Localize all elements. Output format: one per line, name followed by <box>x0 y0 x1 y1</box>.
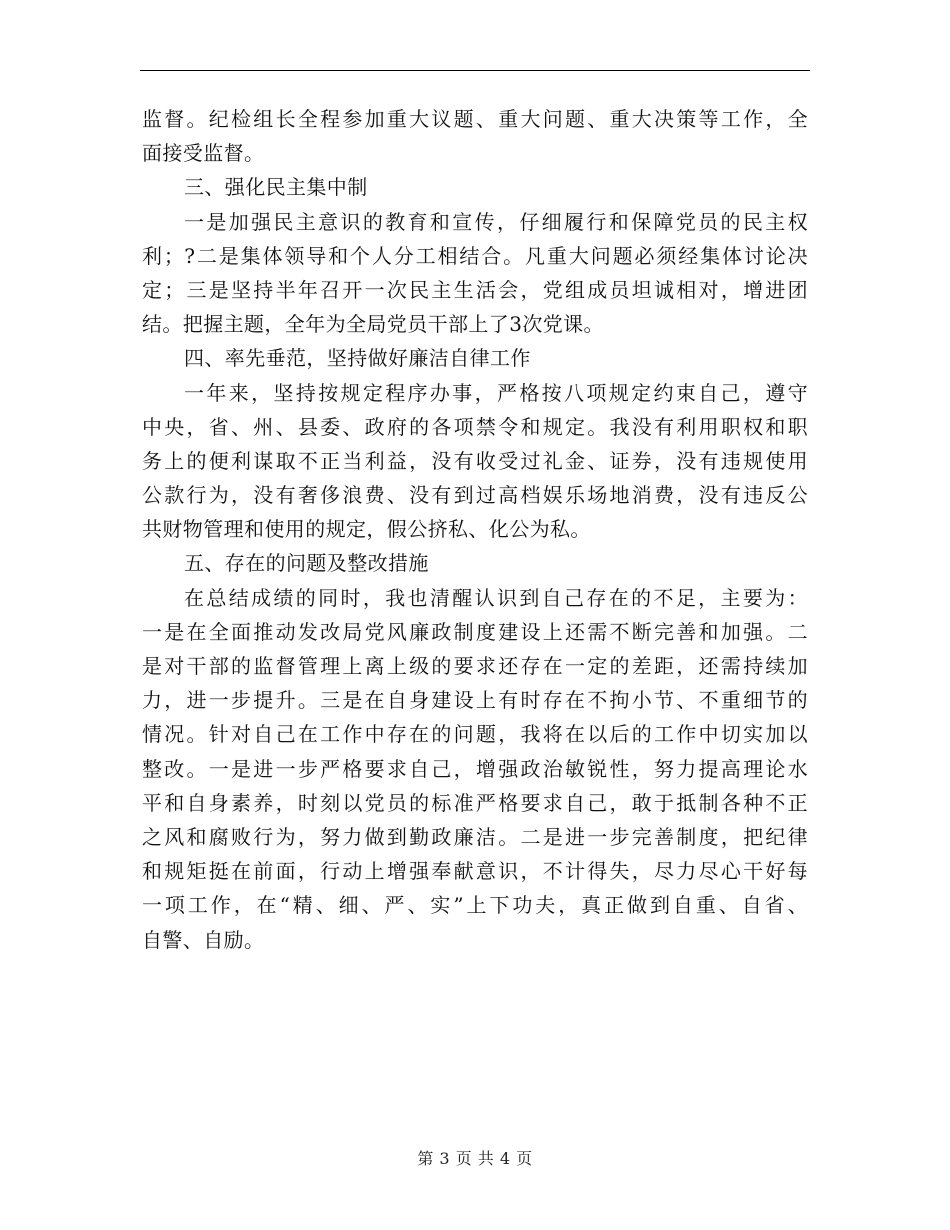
body-line: 之风和腐败行为，努力做到勤政廉洁。二是进一步完善制度，把纪律 <box>142 824 808 849</box>
body-line: 监督。纪检组长全程参加重大议题、重大问题、重大决策等工作，全 <box>142 107 808 131</box>
body-line: 务上的便利谋取不正当利益，没有收受过礼金、证券，没有违规使用 <box>142 448 808 473</box>
body-line: 在总结成绩的同时，我也清醒认识到自己存在的不足，主要为： <box>184 585 808 610</box>
body-line: 公款行为，没有奢侈浪费、没有到过高档娱乐场地消费，没有违反公 <box>142 483 808 508</box>
body-line: 是对干部的监督管理上离上级的要求还存在一定的差距，还需持续加 <box>142 654 808 678</box>
header-rule <box>140 70 810 71</box>
document-body <box>142 102 808 957</box>
body-line: 结。把握主题，全年为全局党员干部上了3次党课。 <box>142 312 604 337</box>
body-line: 一项工作，在“精、细、严、实”上下功夫，真正做到自重、自省、 <box>142 893 808 918</box>
body-line: 和规矩挺在前面，行动上增强奉献意识，不计得失，尽力尽心干好每 <box>142 859 808 884</box>
body-line: 利；?二是集体领导和个人分工相结合。凡重大问题必须经集体讨论决 <box>142 243 808 268</box>
body-line: 面接受监督。 <box>142 141 265 166</box>
body-line: 中央，省、州、县委、政府的各项禁令和规定。我没有利用职权和职 <box>142 414 808 439</box>
page-number: 第 3 页 共 4 页 <box>417 1149 533 1168</box>
body-line: 平和自身素养，时刻以党员的标准严格要求自己，敢于抵制各种不正 <box>142 790 808 815</box>
body-line: 一年来，坚持按规定程序办事，严格按八项规定约束自己，遵守 <box>184 380 808 405</box>
body-line: 一是在全面推动发改局党风廉政制度建设上还需不断完善和加强。二 <box>142 619 808 644</box>
body-line: 力，进一步提升。三是在自身建设上有时存在不拘小节、不重细节的 <box>142 688 808 713</box>
body-line: 自警、自励。 <box>142 927 265 952</box>
section-heading: 五、存在的问题及整改措施 <box>184 551 429 576</box>
body-line: 整改。一是进一步严格要求自己，增强政治敏锐性，努力提高理论水 <box>142 756 808 781</box>
section-heading: 四、率先垂范，坚持做好廉洁自律工作 <box>184 346 531 371</box>
body-line: 情况。针对自己在工作中存在的问题，我将在以后的工作中切实加以 <box>142 722 808 747</box>
section-heading: 三、强化民主集中制 <box>184 175 368 200</box>
body-line: 一是加强民主意识的教育和宣传，仔细履行和保障党员的民主权 <box>184 209 808 234</box>
body-line: 定；三是坚持半年召开一次民主生活会，党组成员坦诚相对，增进团 <box>142 277 808 302</box>
body-line: 共财物管理和使用的规定，假公挤私、化公为私。 <box>142 517 591 542</box>
